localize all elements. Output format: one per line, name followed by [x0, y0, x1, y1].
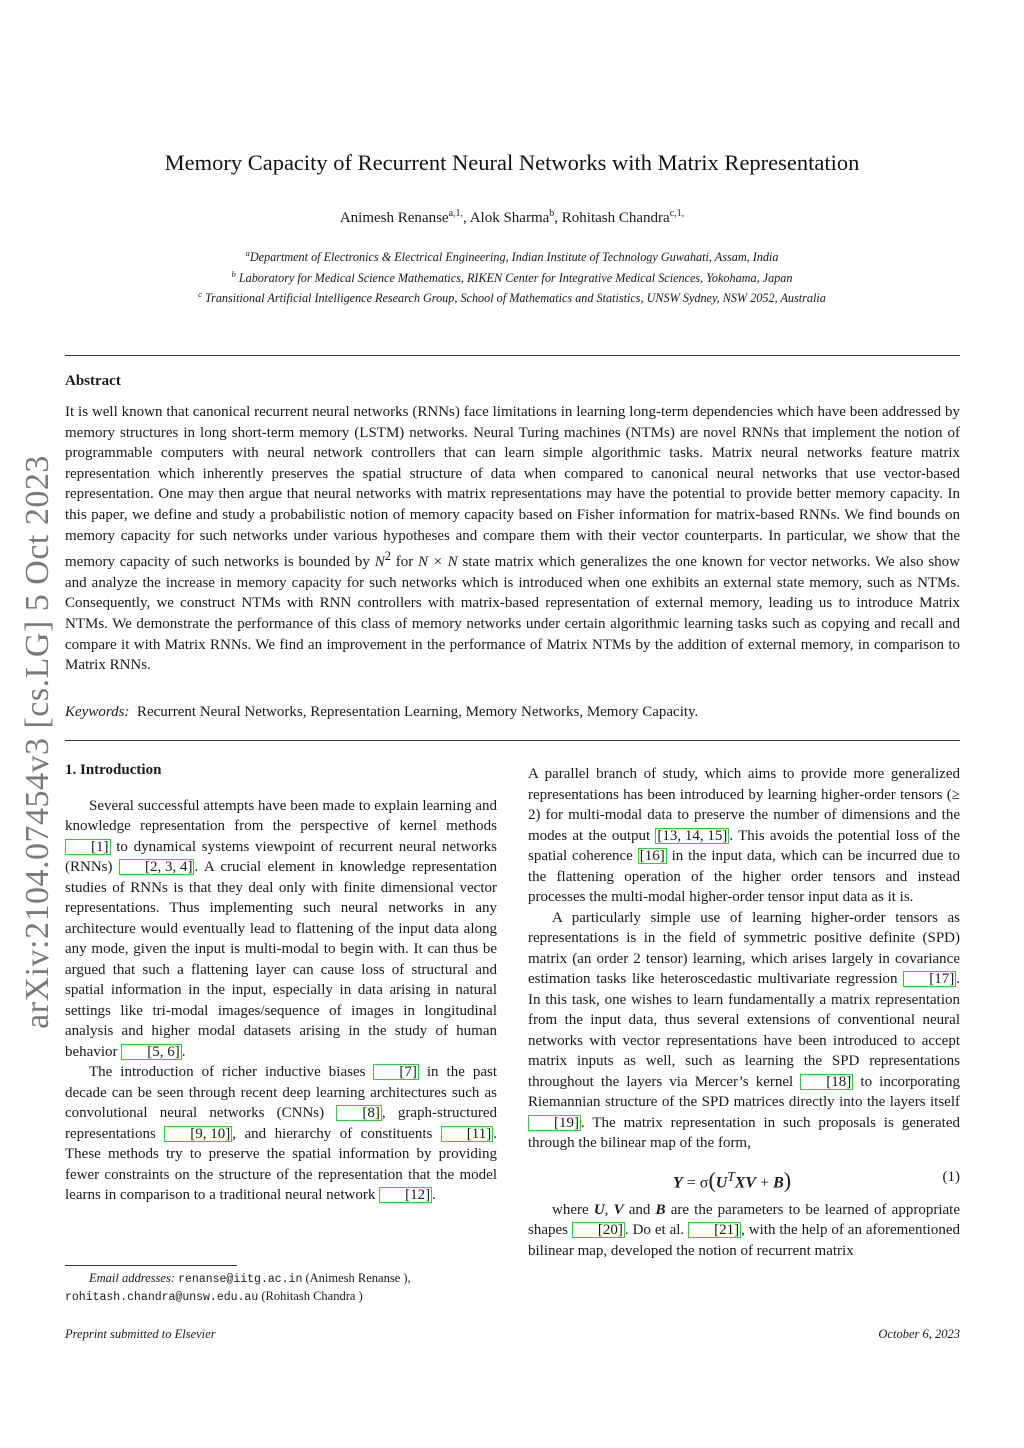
- keywords-text: Recurrent Neural Networks, Representation Learning, Memory Networks, Memory Capacity.: [136, 704, 699, 720]
- citation-link[interactable]: [5, 6]: [121, 1044, 182, 1060]
- email-link[interactable]: rohitash.chandra@unsw.edu.au: [65, 1291, 259, 1304]
- citation-link[interactable]: [2, 3, 4]: [119, 859, 195, 875]
- citation-link[interactable]: [21]: [688, 1222, 741, 1238]
- citation-link[interactable]: [20]: [572, 1222, 625, 1238]
- keywords: [65, 704, 960, 721]
- affiliations: [0, 245, 1024, 307]
- footer-date: October 6, 2023: [878, 1327, 960, 1341]
- author-name: Rohitash Chandra: [561, 210, 670, 226]
- section-heading: 1. Introduction: [65, 762, 162, 778]
- intro-paragraph-4: A particularly simple use of learning higher-order tensors as representations is in the field of symmetric positive definite (SPD) matrix (an order 2 tensor) learning, which arises largely in covariance estimation tasks like heteroscedastic multivariate regression [17] . In this task, one wishes to learn fundamentally a matrix representation from the input data, thus several extensions of conventional neural networks with vector representations have been introduced to accept matrix inputs as well, such as learning the SPD representations throughout the layers via Mercer’s kernel [18] to incorporating Riemannian structure of the SPD matrices directly into the layers itself [19] . The matrix representation in such proposals is generated through the bilinear map of the form,: [528, 909, 960, 1151]
- arxiv-id-text: arXiv:2104.07454v3 [cs.LG] 5 Oct 2023: [19, 455, 56, 1029]
- abstract-text: It is well known that canonical recurrent neural networks (RNNs) face limitations in learning long-term dependencies which have been addressed by memory structures in long short-term memory (LSTM) networks. Neural Turing machines (NTMs) are novel RNNs that implement the notion of programmable computers with neural network controllers that can learn simple algorithmic tasks. Matrix neural networks feature matrix representation which inherently preserves the spatial structure of data when compared to canonical neural networks that use vector-based representation. One may then argue that neural networks with matrix representations may have the potential to provide better memory capacity. In this paper, we define and study a probabilistic notion of memory capacity based on Fisher information for matrix-based RNNs. We find bounds on memory capacity for such networks under various hypotheses and compare them with their vector counterparts. In particular, we show that the memory capacity of such networks is bounded by $N^2$ for N × N state matrix which generalizes the one known for vector networks. We also show and analyze the increase in memory capacity for such networks which is introduced when one exhibits an external state memory, such as NTMs. Consequently, we construct NTMs with RNN controllers with matrix-based representation of external memory, leading us to introduce Matrix NTMs. We demonstrate the performance of this class of memory networks under certain algorithmic learning tasks such as copying and recall and compare it with Matrix RNNs. We find an improvement in the performance of Matrix NTMs by the addition of external memory, in comparison to Matrix RNNs.: [65, 404, 960, 674]
- equation-1: [528, 1161, 960, 1197]
- citation-link[interactable]: [12]: [379, 1187, 432, 1203]
- citation-link[interactable]: [8]: [336, 1105, 382, 1121]
- author-name: Alok Sharma: [469, 210, 550, 226]
- author-name: Animesh Renanse: [339, 210, 449, 226]
- citation-link[interactable]: [9, 10]: [164, 1126, 232, 1142]
- citation-link[interactable]: [17]: [903, 971, 956, 987]
- citation-link[interactable]: [18]: [800, 1074, 853, 1090]
- citation-link[interactable]: [16]: [639, 848, 665, 864]
- abstract-heading: Abstract: [65, 373, 121, 389]
- footnote: Email addresses: renanse@iitg.ac.in (Animesh Renanse ), rohitash.chandra@unsw.edu.au (Rohitash Chandra ): [65, 1271, 411, 1304]
- intro-paragraph-1: Several successful attempts have been made to explain learning and knowledge representation from the perspective of kernel methods [1] to dynamical systems viewpoint of recurrent neural networks (RNNs) [2, 3, 4] . A crucial element in knowledge representation studies of RNNs is that they deal only with finite dimensional vector representations. Thus implementing such neural networks in any architecture would eventually lead to flattening of the input data along any mode, given the input is multi-modal to begin with. It can thus be argued that such a flattening layer can cause loss of structural and spatial information in the input, especially in data arising in natural settings like tri-modal images/sequence of images in longitudinal analysis and higher modal datasets arising in the study of human behavior [5, 6] .: [65, 797, 498, 1060]
- email-link[interactable]: renanse@iitg.ac.in: [178, 1273, 303, 1286]
- citation-link[interactable]: [11]: [441, 1126, 493, 1142]
- left-column: [65, 760, 497, 1206]
- author-list: Animesh Renanse$^{a,1,}$, Alok Sharma$^b$, Rohitash Chandra$^{c,1,}$: [339, 208, 685, 226]
- author-sup: b: [549, 208, 555, 219]
- affiliation-b: $^b$ Laboratory for Medical Science Mathematics, RIKEN Center for Integrative Medical Sciences, Yokohama, Japan: [231, 268, 793, 285]
- citation-link[interactable]: [13, 14, 15]: [657, 827, 728, 844]
- equation-body: $Y = \sigma(U^TXV + B)$: [673, 1166, 792, 1192]
- footer-preprint: Preprint submitted to Elsevier: [65, 1327, 216, 1341]
- affiliation-a: $^a$Department of Electronics & Electrical Engineering, Indian Institute of Technology Guwahati, Assam, India: [245, 248, 779, 265]
- intro-paragraph-2: The introduction of richer inductive biases [7] in the past decade can be seen through recent deep learning architectures such as convolutional neural networks (CNNs) [8] , graph-structured representations [9, 10] , and hierarchy of constituents [11] . These methods try to preserve the spatial information by providing fewer constraints on the structure of the representation that the model learns in comparison to a traditional neural network [12] .: [65, 1064, 497, 1203]
- citation-link[interactable]: [7]: [373, 1064, 419, 1080]
- citation-link[interactable]: [19]: [528, 1115, 581, 1131]
- footnote-label: Email addresses:: [89, 1271, 175, 1285]
- keywords-label: Keywords:: [65, 704, 130, 720]
- citation-link[interactable]: [1]: [65, 839, 111, 855]
- paper-title: Memory Capacity of Recurrent Neural Networks with Matrix Representation: [164, 150, 860, 175]
- top-divider: [65, 355, 960, 356]
- affiliation-c: $^c$ Transitional Artificial Intelligence Research Group, School of Mathematics and Statistics, UNSW Sydney, NSW 2052, Australia: [198, 289, 826, 306]
- arxiv-identifier: [8, 455, 68, 1029]
- equation-number: (1): [942, 1168, 960, 1185]
- abstract-divider: [65, 740, 960, 741]
- author-sup: a,1,: [448, 208, 464, 219]
- author-sup: c,1,: [669, 208, 685, 219]
- intro-paragraph-5: where U, V and B are the parameters to be learned of appropriate shapes [20] . Do et al. [21] , with the help of an aforementioned bilinear map, developed the notion of recurrent matrix: [528, 1201, 960, 1259]
- intro-paragraph-3: A parallel branch of study, which aims to provide more generalized representations has been introduced by learning higher-order tensors (≥ 2) for multi-modal data to preserve the number of dimensions and the modes at the output [13, 14, 15] . This avoids the potential loss of the spatial coherence [16] in the input data, which can be incurred due to the flattening operation of the higher order tensors and instead processes the multi-modal higher-order tensor input data as it is.: [528, 766, 960, 905]
- right-column: [528, 764, 960, 1261]
- footnote-divider: [65, 1265, 237, 1266]
